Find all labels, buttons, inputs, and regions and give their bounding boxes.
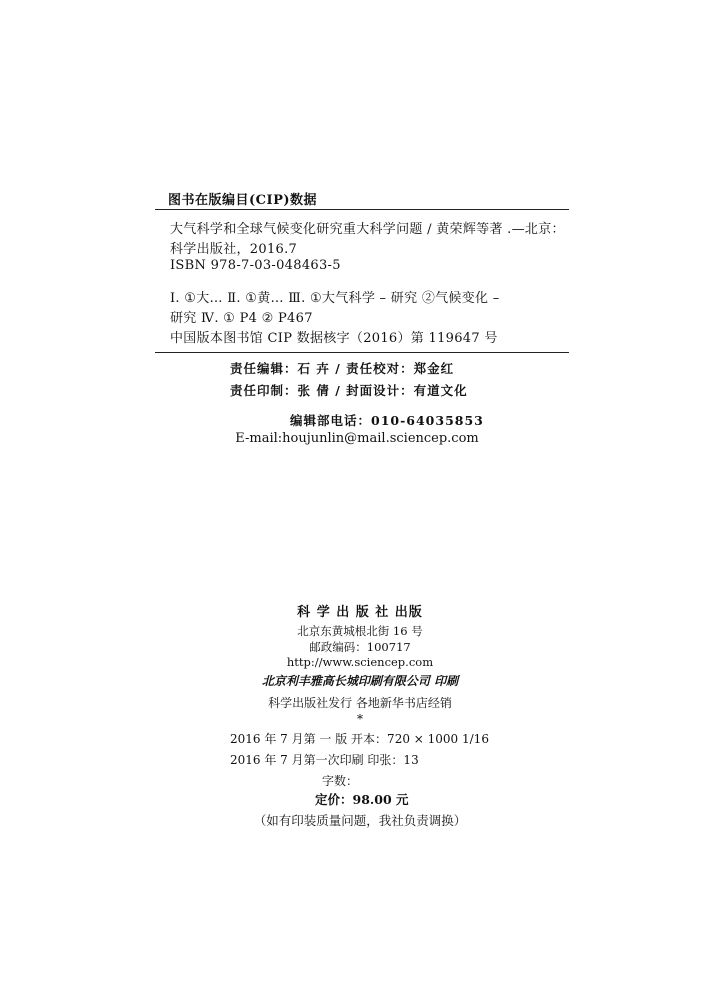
publisher-postcode: 邮政编码：100717	[309, 640, 411, 654]
printer-name: 北京利丰雅高长城印刷有限公司 印刷	[261, 674, 459, 688]
quality-notice: （如有印装质量问题，我社负责调换）	[253, 813, 467, 828]
separator-star: *	[357, 712, 363, 726]
printing-line: 2016 年 7 月第一次印刷 印张：13	[230, 753, 419, 767]
cip-line-subjects: Ⅰ. ①大… Ⅱ. ①黄… Ⅲ. ①大气科学 – 研究 ②气候变化 –	[170, 291, 500, 306]
editorial-email: E-mail:houjunlin@mail.sciencep.com	[235, 431, 479, 446]
cip-line-title: 大气科学和全球气候变化研究重大科学问题 / 黄荣辉等著 .—北京：	[170, 222, 565, 237]
cip-line-publisher: 科学出版社，2016.7	[170, 242, 298, 257]
cip-line-classification: 研究 Ⅳ. ① P4 ② P467	[170, 311, 313, 326]
top-divider	[155, 209, 569, 210]
credit-editor-proofreader: 责任编辑：石 卉 / 责任校对：郑金红	[230, 361, 455, 376]
edition-line: 2016 年 7 月第 一 版 开本：720 × 1000 1/16	[230, 732, 489, 746]
publisher-address: 北京东黄城根北街 16 号	[297, 624, 423, 638]
credit-print-cover: 责任印制：张 倩 / 封面设计：有道文化	[230, 383, 468, 398]
distributor-line: 科学出版社发行 各地新华书店经销	[268, 696, 452, 710]
word-count: 字数：	[322, 774, 359, 788]
editorial-phone: 编辑部电话：010-64035853	[290, 413, 484, 428]
cip-line-isbn: ISBN 978-7-03-048463-5	[170, 258, 341, 273]
price-value: 98.00 元	[352, 792, 409, 807]
cip-line-record-number: 中国版本图书馆 CIP 数据核字（2016）第 119647 号	[170, 331, 498, 346]
publisher-name: 科 学 出 版 社 出版	[297, 605, 423, 620]
bottom-divider	[155, 352, 569, 353]
cip-heading: 图书在版编目(CIP)数据	[168, 193, 318, 208]
publisher-website: http://www.sciencep.com	[286, 655, 434, 669]
price-label: 定价：	[315, 792, 353, 807]
price	[315, 790, 409, 808]
